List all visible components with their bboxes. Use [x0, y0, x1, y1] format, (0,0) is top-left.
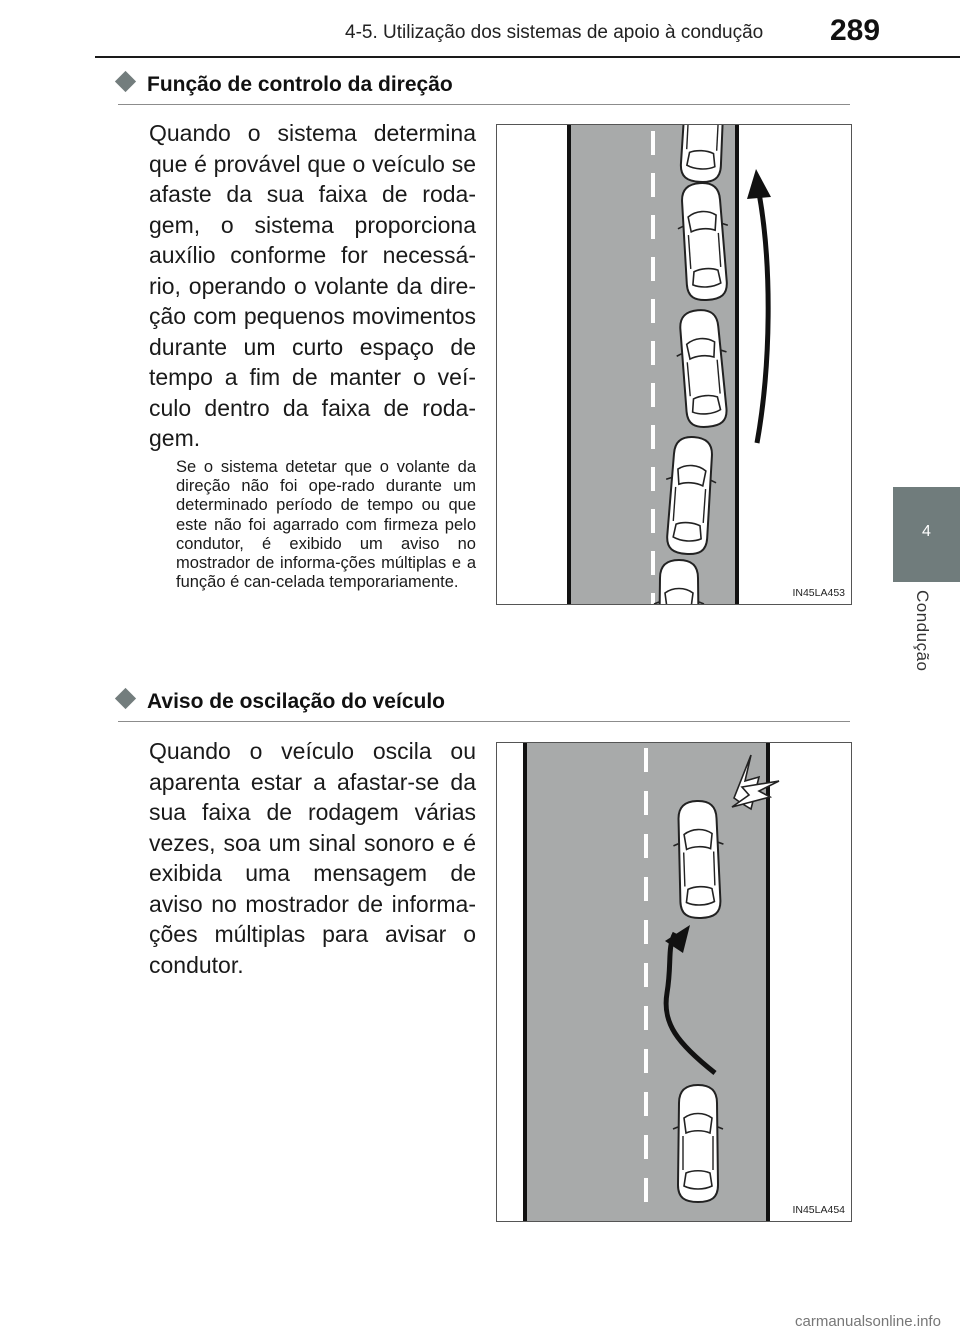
section-heading-text: Função de controlo da direção	[147, 73, 453, 96]
chapter-number: 4	[922, 523, 931, 540]
section-note-text: Se o sistema detetar que o volante da direção não foi ope-rado durante um determinado período de tempo ou que este não foi agarrado com firmeza pelo condutor, é exibido um aviso no mostrador de informa-ções múltiplas e a função é can-celada temporariamente.	[176, 458, 476, 592]
figure-lane-steering	[496, 124, 852, 605]
section-rule	[118, 721, 850, 722]
section-rule	[118, 104, 850, 105]
section-body-text: Quando o sistema determina que é provável que o veículo se afaste da sua faixa de roda-gem, o sistema proporciona auxílio conforme for necessá-rio, operando o volante da dire-ção com pequenos movimentos durante um curto espaço de tempo a fim de manter o veí-culo dentro da faixa de roda-gem.	[149, 120, 476, 451]
header-rule	[95, 56, 960, 58]
figure-code: IN45LA453	[792, 587, 845, 599]
chapter-label: Condução	[913, 590, 932, 672]
diamond-bullet-icon	[115, 71, 136, 92]
section-body-text: Quando o veículo oscila ou aparenta estar a afastar-se da sua faixa de rodagem várias vezes, soa um sinal sonoro e é exibida uma mensagem de aviso no mostrador de informa-ções múltiplas para avisar o condutor.	[149, 738, 476, 978]
illustration-vehicle-sway	[497, 743, 851, 1221]
chapter-tab[interactable]	[893, 487, 960, 582]
diamond-bullet-icon	[115, 688, 136, 709]
figure-code: IN45LA454	[792, 1204, 845, 1216]
section-heading-sway-warning	[118, 690, 445, 714]
section-heading-text: Aviso de oscilação do veículo	[147, 690, 445, 713]
section-heading-steering	[118, 73, 453, 97]
watermark-text: carmanualsonline.info	[795, 1313, 941, 1330]
page-number: 289	[830, 14, 881, 47]
header-section-title: 4-5. Utilização dos sistemas de apoio à condução	[345, 22, 764, 43]
illustration-steering-assist	[497, 125, 851, 604]
figure-vehicle-sway	[496, 742, 852, 1222]
